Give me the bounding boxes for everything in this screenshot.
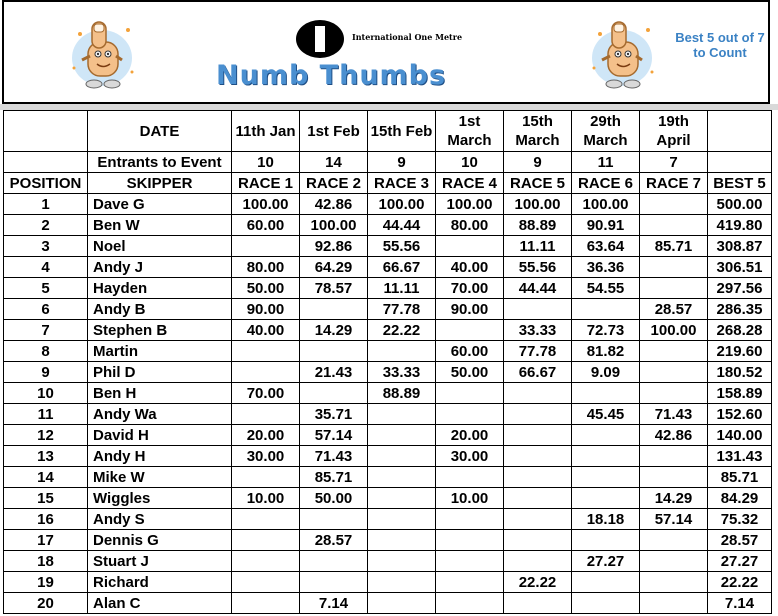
entrant-count: 7	[640, 152, 708, 173]
best5-cell: 131.43	[708, 446, 772, 467]
table-row	[4, 446, 772, 467]
race-score-cell	[572, 467, 640, 488]
race-score-cell: 71.43	[300, 446, 368, 467]
table-row	[4, 299, 772, 320]
table-row	[4, 488, 772, 509]
race-score-cell	[368, 488, 436, 509]
race-score-cell: 60.00	[436, 341, 504, 362]
race-score-cell: 100.00	[300, 215, 368, 236]
race-score-cell: 88.89	[368, 383, 436, 404]
position-cell: 19	[4, 572, 88, 593]
table-row	[4, 257, 772, 278]
best5-cell: 219.60	[708, 341, 772, 362]
column-header: RACE 1	[232, 173, 300, 194]
race-score-cell: 20.00	[436, 425, 504, 446]
entrants-label: Entrants to Event	[88, 152, 232, 173]
header-banner	[2, 0, 770, 104]
race-score-cell: 85.71	[640, 236, 708, 257]
best5-cell: 500.00	[708, 194, 772, 215]
race-date: 1st March	[436, 111, 504, 152]
position-cell: 3	[4, 236, 88, 257]
date-label: DATE	[88, 111, 232, 152]
race-score-cell	[504, 488, 572, 509]
race-score-cell	[300, 551, 368, 572]
race-score-cell	[368, 425, 436, 446]
race-score-cell: 21.43	[300, 362, 368, 383]
race-score-cell	[436, 320, 504, 341]
entrant-count: 11	[572, 152, 640, 173]
results-table	[3, 110, 772, 614]
table-row	[4, 383, 772, 404]
race-score-cell: 55.56	[504, 257, 572, 278]
race-score-cell	[300, 383, 368, 404]
race-score-cell: 44.44	[368, 215, 436, 236]
race-date: 29th March	[572, 111, 640, 152]
race-score-cell: 30.00	[232, 446, 300, 467]
race-score-cell: 18.18	[572, 509, 640, 530]
race-score-cell: 63.64	[572, 236, 640, 257]
race-score-cell: 22.22	[504, 572, 572, 593]
race-score-cell: 40.00	[436, 257, 504, 278]
position-cell: 1	[4, 194, 88, 215]
race-score-cell	[232, 362, 300, 383]
race-score-cell	[640, 530, 708, 551]
skipper-cell: Alan C	[88, 593, 232, 614]
race-score-cell	[640, 446, 708, 467]
race-score-cell: 70.00	[232, 383, 300, 404]
header-blank-cell	[4, 111, 88, 152]
race-score-cell: 81.82	[572, 341, 640, 362]
race-score-cell	[504, 404, 572, 425]
skipper-cell: Wiggles	[88, 488, 232, 509]
position-cell: 11	[4, 404, 88, 425]
race-score-cell	[232, 551, 300, 572]
entrant-count: 14	[300, 152, 368, 173]
table-row	[4, 362, 772, 383]
race-score-cell: 70.00	[436, 278, 504, 299]
race-score-cell: 54.55	[572, 278, 640, 299]
race-score-cell: 100.00	[504, 194, 572, 215]
table-row	[4, 341, 772, 362]
race-score-cell: 22.22	[368, 320, 436, 341]
table-row	[4, 278, 772, 299]
race-score-cell	[300, 299, 368, 320]
race-score-cell: 35.71	[300, 404, 368, 425]
skipper-cell: Andy S	[88, 509, 232, 530]
race-score-cell: 20.00	[232, 425, 300, 446]
race-score-cell	[504, 383, 572, 404]
entrant-count: 10	[232, 152, 300, 173]
race-date: 1st Feb	[300, 111, 368, 152]
best5-cell: 27.27	[708, 551, 772, 572]
table-row	[4, 194, 772, 215]
club-name: Numb Thumbs	[216, 60, 447, 91]
race-score-cell	[572, 593, 640, 614]
race-score-cell	[640, 341, 708, 362]
race-score-cell: 10.00	[232, 488, 300, 509]
race-score-cell	[436, 509, 504, 530]
race-score-cell: 64.29	[300, 257, 368, 278]
skipper-cell: Martin	[88, 341, 232, 362]
race-score-cell	[504, 446, 572, 467]
race-score-cell	[504, 467, 572, 488]
position-cell: 5	[4, 278, 88, 299]
race-score-cell	[640, 194, 708, 215]
column-header: RACE 5	[504, 173, 572, 194]
skipper-cell: David H	[88, 425, 232, 446]
race-score-cell	[640, 383, 708, 404]
race-score-cell: 100.00	[368, 194, 436, 215]
best5-cell: 419.80	[708, 215, 772, 236]
race-score-cell: 100.00	[232, 194, 300, 215]
race-score-cell: 55.56	[368, 236, 436, 257]
column-header-row	[4, 173, 772, 194]
race-score-cell: 30.00	[436, 446, 504, 467]
table-row	[4, 593, 772, 614]
table-row	[4, 572, 772, 593]
best5-cell: 306.51	[708, 257, 772, 278]
race-score-cell	[572, 446, 640, 467]
best5-cell: 180.52	[708, 362, 772, 383]
race-score-cell: 50.00	[300, 488, 368, 509]
race-score-cell	[232, 467, 300, 488]
position-cell: 12	[4, 425, 88, 446]
skipper-cell: Stuart J	[88, 551, 232, 572]
header-blank-cell	[4, 152, 88, 173]
skipper-cell: Andy B	[88, 299, 232, 320]
race-score-cell	[232, 530, 300, 551]
race-score-cell: 85.71	[300, 467, 368, 488]
race-score-cell: 57.14	[300, 425, 368, 446]
race-score-cell: 92.86	[300, 236, 368, 257]
position-cell: 7	[4, 320, 88, 341]
race-score-cell: 33.33	[504, 320, 572, 341]
race-date: 15th March	[504, 111, 572, 152]
race-score-cell	[232, 341, 300, 362]
skipper-cell: Andy J	[88, 257, 232, 278]
race-score-cell: 42.86	[640, 425, 708, 446]
race-score-cell	[640, 593, 708, 614]
race-score-cell: 45.45	[572, 404, 640, 425]
thumb-mascot-icon-right	[582, 12, 662, 96]
skipper-cell: Richard	[88, 572, 232, 593]
position-cell: 8	[4, 341, 88, 362]
race-score-cell	[368, 593, 436, 614]
race-score-cell: 33.33	[368, 362, 436, 383]
race-score-cell: 77.78	[504, 341, 572, 362]
race-score-cell: 90.91	[572, 215, 640, 236]
table-row	[4, 425, 772, 446]
race-score-cell	[232, 404, 300, 425]
race-date: 19th April	[640, 111, 708, 152]
race-score-cell	[504, 509, 572, 530]
position-cell: 17	[4, 530, 88, 551]
class-logo-icon	[294, 18, 346, 60]
race-score-cell	[368, 551, 436, 572]
position-cell: 16	[4, 509, 88, 530]
table-row	[4, 551, 772, 572]
race-score-cell	[436, 404, 504, 425]
race-score-cell	[436, 572, 504, 593]
race-score-cell	[436, 551, 504, 572]
race-score-cell: 72.73	[572, 320, 640, 341]
position-cell: 6	[4, 299, 88, 320]
race-score-cell	[572, 488, 640, 509]
skipper-cell: Dave G	[88, 194, 232, 215]
best5-cell: 28.57	[708, 530, 772, 551]
position-cell: 4	[4, 257, 88, 278]
position-cell: 13	[4, 446, 88, 467]
race-score-cell: 90.00	[232, 299, 300, 320]
race-date: 15th Feb	[368, 111, 436, 152]
race-score-cell	[436, 467, 504, 488]
race-score-cell: 80.00	[232, 257, 300, 278]
header-blank-cell	[708, 111, 772, 152]
column-header: RACE 4	[436, 173, 504, 194]
race-score-cell	[572, 572, 640, 593]
race-score-cell: 36.36	[572, 257, 640, 278]
race-score-cell: 11.11	[368, 278, 436, 299]
race-score-cell	[640, 572, 708, 593]
race-score-cell	[436, 383, 504, 404]
race-score-cell: 66.67	[368, 257, 436, 278]
table-row	[4, 236, 772, 257]
table-row	[4, 530, 772, 551]
race-score-cell	[504, 551, 572, 572]
skipper-cell: Hayden	[88, 278, 232, 299]
race-score-cell	[232, 572, 300, 593]
race-score-cell: 11.11	[504, 236, 572, 257]
race-score-cell	[504, 593, 572, 614]
race-score-cell	[436, 593, 504, 614]
skipper-cell: Dennis G	[88, 530, 232, 551]
best5-cell: 22.22	[708, 572, 772, 593]
race-score-cell: 100.00	[640, 320, 708, 341]
table-row	[4, 467, 772, 488]
position-cell: 10	[4, 383, 88, 404]
race-score-cell: 27.27	[572, 551, 640, 572]
race-score-cell	[368, 446, 436, 467]
race-score-cell: 28.57	[640, 299, 708, 320]
race-score-cell	[572, 530, 640, 551]
race-score-cell: 57.14	[640, 509, 708, 530]
best5-cell: 308.87	[708, 236, 772, 257]
table-row	[4, 509, 772, 530]
best5-cell: 152.60	[708, 404, 772, 425]
column-header: RACE 2	[300, 173, 368, 194]
race-score-cell	[572, 299, 640, 320]
best5-cell: 158.89	[708, 383, 772, 404]
race-score-cell: 14.29	[640, 488, 708, 509]
column-header: SKIPPER	[88, 173, 232, 194]
entrant-count: 9	[368, 152, 436, 173]
best5-cell: 85.71	[708, 467, 772, 488]
race-score-cell	[232, 593, 300, 614]
table-row	[4, 215, 772, 236]
race-score-cell: 90.00	[436, 299, 504, 320]
skipper-cell: Stephen B	[88, 320, 232, 341]
race-score-cell	[504, 425, 572, 446]
skipper-cell: Ben W	[88, 215, 232, 236]
race-score-cell	[368, 341, 436, 362]
race-date: 11th Jan	[232, 111, 300, 152]
skipper-cell: Phil D	[88, 362, 232, 383]
column-header: RACE 3	[368, 173, 436, 194]
race-score-cell	[640, 257, 708, 278]
race-score-cell	[572, 425, 640, 446]
skipper-cell: Noel	[88, 236, 232, 257]
race-score-cell	[504, 299, 572, 320]
position-cell: 15	[4, 488, 88, 509]
race-score-cell	[368, 404, 436, 425]
column-header: RACE 6	[572, 173, 640, 194]
race-score-cell	[640, 362, 708, 383]
table-row	[4, 404, 772, 425]
race-score-cell	[300, 341, 368, 362]
race-score-cell: 88.89	[504, 215, 572, 236]
skipper-cell: Andy H	[88, 446, 232, 467]
skipper-cell: Andy Wa	[88, 404, 232, 425]
race-score-cell: 7.14	[300, 593, 368, 614]
race-score-cell: 14.29	[300, 320, 368, 341]
entrants-row	[4, 152, 772, 173]
race-score-cell: 78.57	[300, 278, 368, 299]
race-score-cell: 71.43	[640, 404, 708, 425]
race-score-cell: 60.00	[232, 215, 300, 236]
best5-cell: 286.35	[708, 299, 772, 320]
race-score-cell	[572, 383, 640, 404]
race-score-cell	[232, 509, 300, 530]
race-score-cell: 100.00	[572, 194, 640, 215]
thumb-mascot-icon	[62, 12, 142, 96]
column-header: BEST 5	[708, 173, 772, 194]
race-score-cell	[640, 215, 708, 236]
position-cell: 9	[4, 362, 88, 383]
race-score-cell	[436, 530, 504, 551]
position-cell: 14	[4, 467, 88, 488]
race-score-cell: 66.67	[504, 362, 572, 383]
best5-cell: 297.56	[708, 278, 772, 299]
position-cell: 2	[4, 215, 88, 236]
race-score-cell	[504, 530, 572, 551]
best5-cell: 75.32	[708, 509, 772, 530]
race-score-cell	[368, 572, 436, 593]
entrant-count: 9	[504, 152, 572, 173]
date-row	[4, 111, 772, 152]
race-score-cell: 80.00	[436, 215, 504, 236]
race-score-cell: 50.00	[436, 362, 504, 383]
skipper-cell: Mike W	[88, 467, 232, 488]
race-score-cell	[300, 509, 368, 530]
race-score-cell	[640, 467, 708, 488]
best5-cell: 268.28	[708, 320, 772, 341]
race-score-cell	[368, 467, 436, 488]
entrant-count: 10	[436, 152, 504, 173]
column-header: POSITION	[4, 173, 88, 194]
race-score-cell	[640, 278, 708, 299]
race-score-cell: 9.09	[572, 362, 640, 383]
column-header: RACE 7	[640, 173, 708, 194]
logo-text: International One Metre	[352, 32, 463, 42]
race-score-cell: 44.44	[504, 278, 572, 299]
race-score-cell	[300, 572, 368, 593]
table-row	[4, 320, 772, 341]
race-score-cell: 40.00	[232, 320, 300, 341]
header-blank-cell	[708, 152, 772, 173]
race-score-cell: 28.57	[300, 530, 368, 551]
skipper-cell: Ben H	[88, 383, 232, 404]
best5-cell: 140.00	[708, 425, 772, 446]
scoring-note: Best 5 out of 7 to Count	[675, 30, 765, 60]
race-score-cell	[368, 509, 436, 530]
race-score-cell: 77.78	[368, 299, 436, 320]
race-score-cell	[368, 530, 436, 551]
position-cell: 20	[4, 593, 88, 614]
best5-cell: 7.14	[708, 593, 772, 614]
race-score-cell	[640, 551, 708, 572]
race-score-cell	[436, 236, 504, 257]
race-score-cell: 42.86	[300, 194, 368, 215]
race-score-cell: 100.00	[436, 194, 504, 215]
race-score-cell	[232, 236, 300, 257]
best5-cell: 84.29	[708, 488, 772, 509]
race-score-cell: 10.00	[436, 488, 504, 509]
race-score-cell: 50.00	[232, 278, 300, 299]
position-cell: 18	[4, 551, 88, 572]
